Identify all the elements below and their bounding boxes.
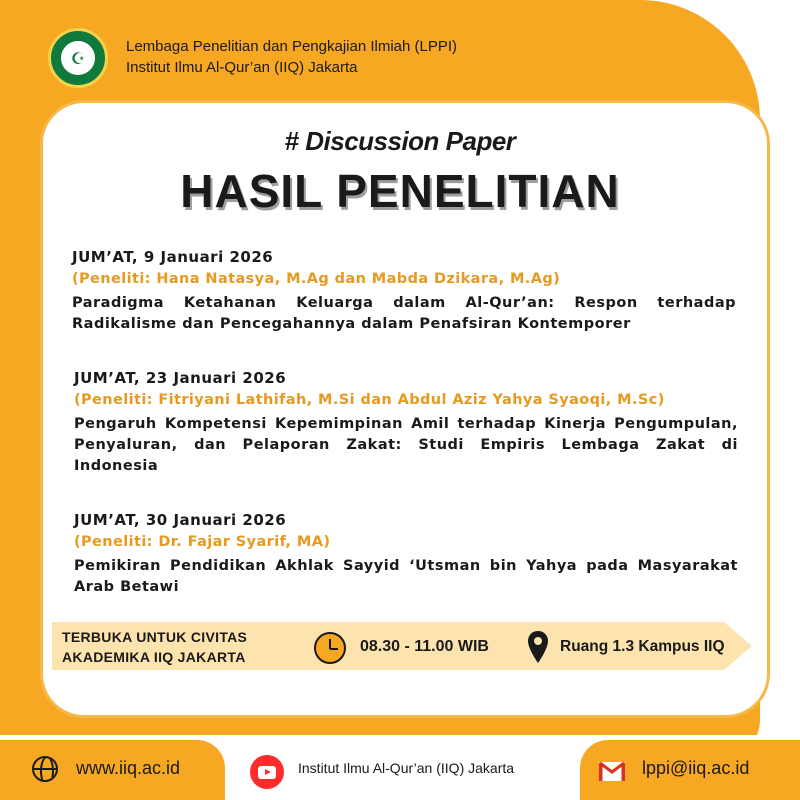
institution-logo [48, 28, 108, 88]
event-topic: Pengaruh Kompetensi Kepemimpinan Amil terhadap Kinerja Pengumpulan, Penyaluran, dan Pelaporan Zakat: Studi Empiris Lembaga Zakat di Indonesia [74, 416, 738, 474]
youtube-channel-link[interactable]: Institut Ilmu Al-Qur’an (IIQ) Jakarta [298, 760, 515, 776]
header-university-line: Institut Ilmu Al-Qur’an (IIQ) Jakarta [126, 59, 358, 76]
youtube-icon [250, 755, 284, 789]
event-date: JUM’AT, 23 Januari 2026 [74, 369, 287, 387]
event-room: Ruang 1.3 Kampus IIQ [560, 638, 725, 655]
email-link[interactable]: lppi@iiq.ac.id [642, 758, 750, 778]
event-time: 08.30 - 11.00 WIB [360, 638, 489, 655]
audience-line-2: AKADEMIKA IIQ JAKARTA [62, 649, 246, 665]
header [126, 36, 457, 78]
event-topic: Paradigma Ketahanan Keluarga dalam Al-Qur’an: Respon terhadap Radikalisme dan Pencegahannya dalam Penafsiran Kontemporer [72, 295, 736, 332]
event-item [72, 248, 736, 335]
page-title: HASIL PENELITIAN [180, 165, 620, 217]
audience-text [62, 627, 247, 667]
event-item [74, 511, 738, 598]
header-institute-line: Lembaga Penelitian dan Pengkajian Ilmiah (LPPI) [126, 38, 458, 55]
kicker-text: # Discussion Paper [284, 126, 516, 156]
event-date: JUM’AT, 30 Januari 2026 [74, 511, 287, 529]
globe-icon [32, 756, 58, 782]
event-researcher: (Peneliti: Dr. Fajar Syarif, MA) [74, 534, 331, 550]
event-researcher: (Peneliti: Hana Natasya, M.Ag dan Mabda Dzikara, M.Ag) [72, 271, 561, 287]
event-topic: Pemikiran Pendidikan Akhlak Sayyid ‘Utsman bin Yahya pada Masyarakat Arab Betawi [74, 558, 738, 595]
logo-emblem-icon: ☪ [59, 39, 97, 77]
event-researcher: (Peneliti: Fitriyani Lathifah, M.Si dan Abdul Aziz Yahya Syaoqi, M.Sc) [74, 392, 665, 408]
website-link[interactable]: www.iiq.ac.id [76, 758, 181, 778]
clock-icon [314, 632, 346, 664]
location-pin-icon [527, 630, 549, 664]
gmail-icon [598, 760, 626, 782]
event-date: JUM’AT, 9 Januari 2026 [72, 248, 274, 266]
event-item [74, 369, 738, 477]
audience-line-1: TERBUKA UNTUK CIVITAS [62, 629, 248, 645]
